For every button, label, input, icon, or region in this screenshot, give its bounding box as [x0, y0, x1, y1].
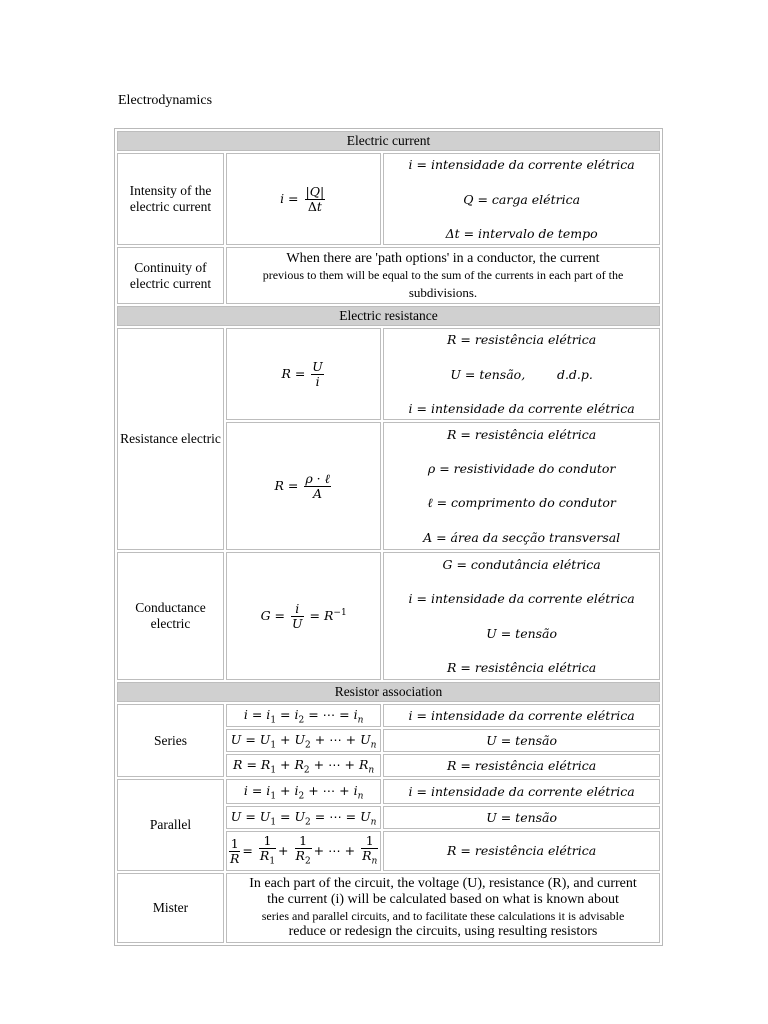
- legend-parallel-current: [383, 779, 660, 804]
- legend-item: U = tensão: [486, 625, 558, 641]
- legend-resistance-resistivity: [383, 422, 660, 550]
- description-line: series and parallel circuits, and to facilitate these calculations it is advisable: [261, 909, 625, 923]
- legend-item: i = intensidade da corrente elétrica: [408, 401, 635, 416]
- formula-parallel-voltage: $U = U_1 = U_2$ = ⋯ = $U_n$: [226, 806, 381, 829]
- legend-item: G = condutância elétrica: [442, 557, 601, 572]
- legend-item: U = tensão: [486, 732, 558, 748]
- section-row: [117, 131, 660, 151]
- section-header-electric-current: Electric current: [117, 131, 660, 151]
- description-continuity: [226, 247, 660, 304]
- legend-resistance-ohm: [383, 328, 660, 420]
- section-header-electric-resistance: Electric resistance: [117, 306, 660, 326]
- legend-item: R = resistência elétrica: [447, 659, 597, 675]
- table-row: [117, 873, 660, 943]
- section-row: [117, 306, 660, 326]
- legend-parallel-voltage: [383, 806, 660, 829]
- formula-series-voltage: $U = U_1 + U_2$ + ⋯ + $U_n$: [226, 729, 381, 752]
- formula-parallel-resistance: $\frac{1}{R}$ = $\frac{1}{R_1}$ + $\frac{1}{R_2}$ + ⋯ + $\frac{1}{R_n}$: [226, 831, 381, 871]
- table-row: [117, 247, 660, 304]
- description-line: When there are 'path options' in a conductor, the current: [286, 251, 600, 266]
- legend-item: R = resistência elétrica: [447, 757, 597, 773]
- page-title: Electrodynamics: [118, 93, 213, 108]
- legend-item: Δt = intervalo de tempo: [445, 226, 598, 241]
- description-line: the current (i) will be calculated based on what is known about: [267, 892, 619, 907]
- row-label-parallel: Parallel: [117, 779, 224, 871]
- formula-resistance-resistivity: R = $\frac{\text{ρ · ℓ}}{A}$: [226, 422, 381, 550]
- legend-item: ρ = resistividade do condutor: [427, 461, 616, 476]
- legend-item: U = tensão: [486, 809, 558, 825]
- legend-item: ℓ = comprimento do condutor: [427, 495, 616, 510]
- row-label-resistance: Resistance electric: [117, 328, 224, 550]
- description-line: subdivisions.: [408, 285, 478, 300]
- legend-series-current: [383, 704, 660, 727]
- formula-series-current: $i = i_1 = i_2$ = ⋯ = $i_n$: [226, 704, 381, 727]
- formula-intensity: i = $\frac{|Q|}{\Delta t}$: [226, 153, 381, 245]
- table-row: [117, 328, 660, 420]
- table-row: [117, 153, 660, 245]
- legend-intensity: [383, 153, 660, 245]
- legend-item: i = intensidade da corrente elétrica: [408, 783, 635, 799]
- description-mister: [226, 873, 660, 943]
- formula-series-resistance: $R = R_1 + R_2$ + ⋯ + $R_n$: [226, 754, 381, 777]
- legend-series-resistance: [383, 754, 660, 777]
- description-line: reduce or redesign the circuits, using resulting resistors: [288, 924, 598, 939]
- legend-item: R = resistência elétrica: [447, 332, 597, 347]
- description-line: previous to them will be equal to the sum of the currents in each part of the: [262, 268, 624, 282]
- row-label-series: Series: [117, 704, 224, 777]
- legend-item: i = intensidade da corrente elétrica: [408, 157, 635, 172]
- table-row: [117, 552, 660, 680]
- formula-var: i: [280, 190, 285, 206]
- section-header-resistor-association: Resistor association: [117, 682, 660, 702]
- legend-series-voltage: [383, 729, 660, 752]
- legend-parallel-resistance: [383, 831, 660, 871]
- legend-item: i = intensidade da corrente elétrica: [408, 707, 635, 723]
- table-row: [117, 704, 660, 727]
- formula-parallel-current: $i = i_1 + i_2$ + ⋯ + $i_n$: [226, 779, 381, 804]
- legend-item: R = resistência elétrica: [447, 843, 597, 858]
- row-label-mister: Mister: [117, 873, 224, 943]
- table-row: [117, 779, 660, 804]
- legend-item: U = tensão, d.d.p.: [450, 366, 593, 382]
- legend-conductance: [383, 552, 660, 680]
- row-label-intensity: Intensity of the electric current: [117, 153, 224, 245]
- legend-item: R = resistência elétrica: [447, 427, 597, 442]
- legend-item: i = intensidade da corrente elétrica: [408, 591, 635, 607]
- formula-conductance: G = $\frac{i}{U}$ = $R^{-1}$: [226, 552, 381, 680]
- description-line: In each part of the circuit, the voltage (U), resistance (R), and current: [249, 876, 637, 891]
- row-label-continuity: Continuity of electric current: [117, 247, 224, 304]
- electrodynamics-table: [114, 128, 663, 946]
- row-label-conductance: Conductance electric: [117, 552, 224, 680]
- section-row: [117, 682, 660, 702]
- legend-item: Q = carga elétrica: [463, 191, 581, 207]
- legend-item: A = área da secção transversal: [423, 530, 621, 545]
- formula-resistance-ohm: R = $\frac{U}{i}$: [226, 328, 381, 420]
